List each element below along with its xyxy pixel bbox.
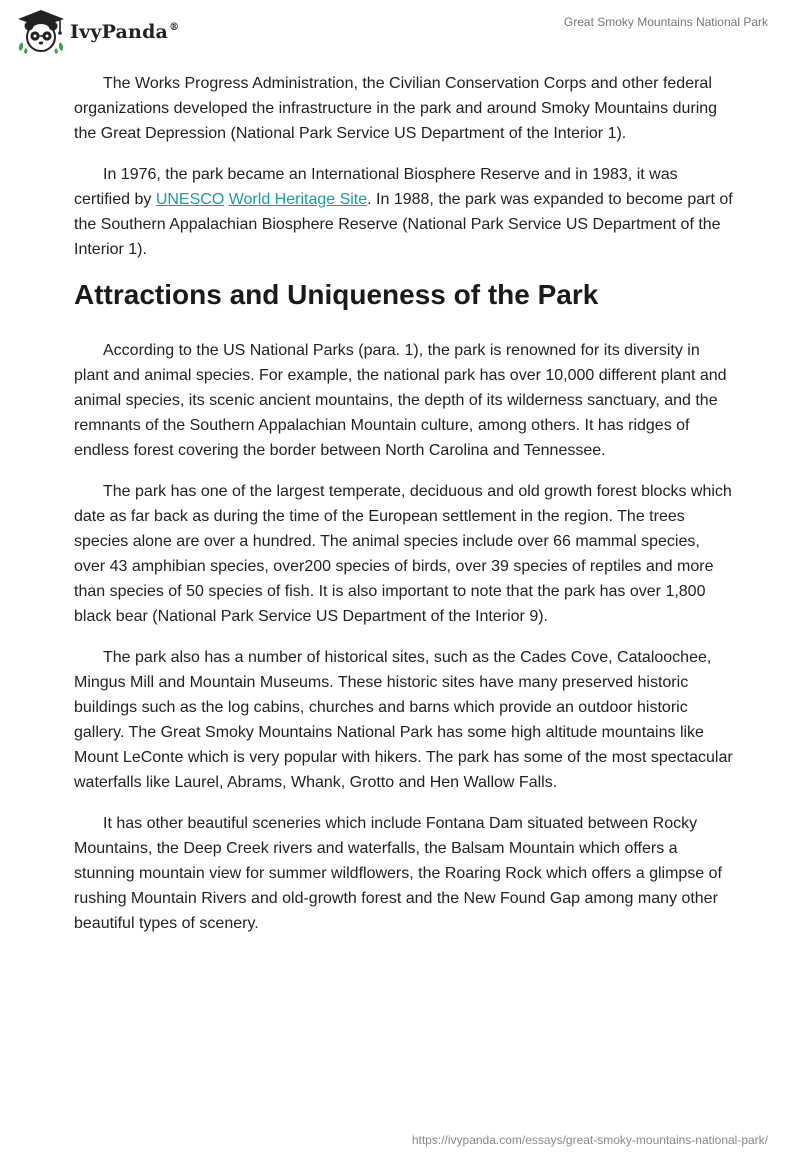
unesco-link[interactable]: UNESCO bbox=[155, 191, 225, 208]
document-title: Great Smoky Mountains National Park bbox=[563, 15, 768, 29]
paragraph-diversity: According to the US National Parks (para. 1), the park is renowned for its diversity in plant and animal species. For example, the national park has over 10,000 different plant and animal species, its scenic ancient mountains, the depth of its wilderness sanctuary, and the remnants of the Southern Appalachian Mountain culture, among others. It has ridges of endless forest covering the border between North Carolina and Tennessee. bbox=[74, 342, 727, 459]
section-heading: Attractions and Uniqueness of the Park bbox=[74, 279, 599, 310]
paragraph-biosphere-text-end: . In 1988, the park was expanded to become part of the Southern Appalachian Biosphere Reserve (National Park Service US Department of the Interior 1). bbox=[74, 191, 733, 258]
paragraph-biosphere bbox=[74, 162, 734, 262]
panda-graduate-icon bbox=[14, 8, 68, 54]
page-header bbox=[0, 0, 800, 60]
world-heritage-site-link[interactable]: World Heritage Site bbox=[228, 191, 368, 208]
paragraph-historical-sites: The park also has a number of historical sites, such as the Cades Cove, Cataloochee, Mingus Mill and Mountain Museums. These historic sites have many preserved historic buildings such as the log cabins, churches and barns which provide an outdoor historic gallery. The Great Smoky Mountains National Park has some high altitude mountains like Mount LeConte which is very popular with hikers. The park has some of the most spectacular waterfalls like Laurel, Abrams, Whank, Grotto and Hen Wallow Falls. bbox=[74, 649, 733, 791]
ivypanda-logo[interactable] bbox=[14, 8, 179, 54]
logo-text: IvyPanda® bbox=[70, 21, 180, 43]
paragraph-sceneries: It has other beautiful sceneries which include Fontana Dam situated between Rocky Mountains, the Deep Creek rivers and waterfalls, the Balsam Mountain which offers a stunning mountain view for summer wildflowers, the Roaring Rock which offers a glimpse of rushing Mountain Rivers and old-growth forest and the New Found Gap among many other beautiful types of scenery. bbox=[74, 815, 722, 932]
source-url[interactable]: https://ivypanda.com/essays/great-smoky-mountains-national-park/ bbox=[411, 1133, 768, 1147]
registered-mark: ® bbox=[169, 22, 180, 33]
paragraph-wpa: The Works Progress Administration, the Civilian Conservation Corps and other federal organizations developed the infrastructure in the park and around Smoky Mountains during the Great Depression (National Park Service US Department of the Interior 1). bbox=[74, 75, 718, 142]
essay-body bbox=[74, 71, 734, 952]
paragraph-forest-species: The park has one of the largest temperate, deciduous and old growth forest blocks which date as far back as during the time of the European settlement in the region. The trees species alone are over a hundred. The animal species include over 66 mammal species, over 43 amphibian species, over200 species of birds, over 39 species of reptiles and more than species of 50 species of fish. It is also important to note that the park has over 1,800 black bear (National Park Service US Department of the Interior 9). bbox=[74, 483, 732, 625]
paragraph-biosphere-text-start: In 1976, the park became an International Biosphere Reserve and in 1983, it was certified by bbox=[74, 166, 678, 208]
